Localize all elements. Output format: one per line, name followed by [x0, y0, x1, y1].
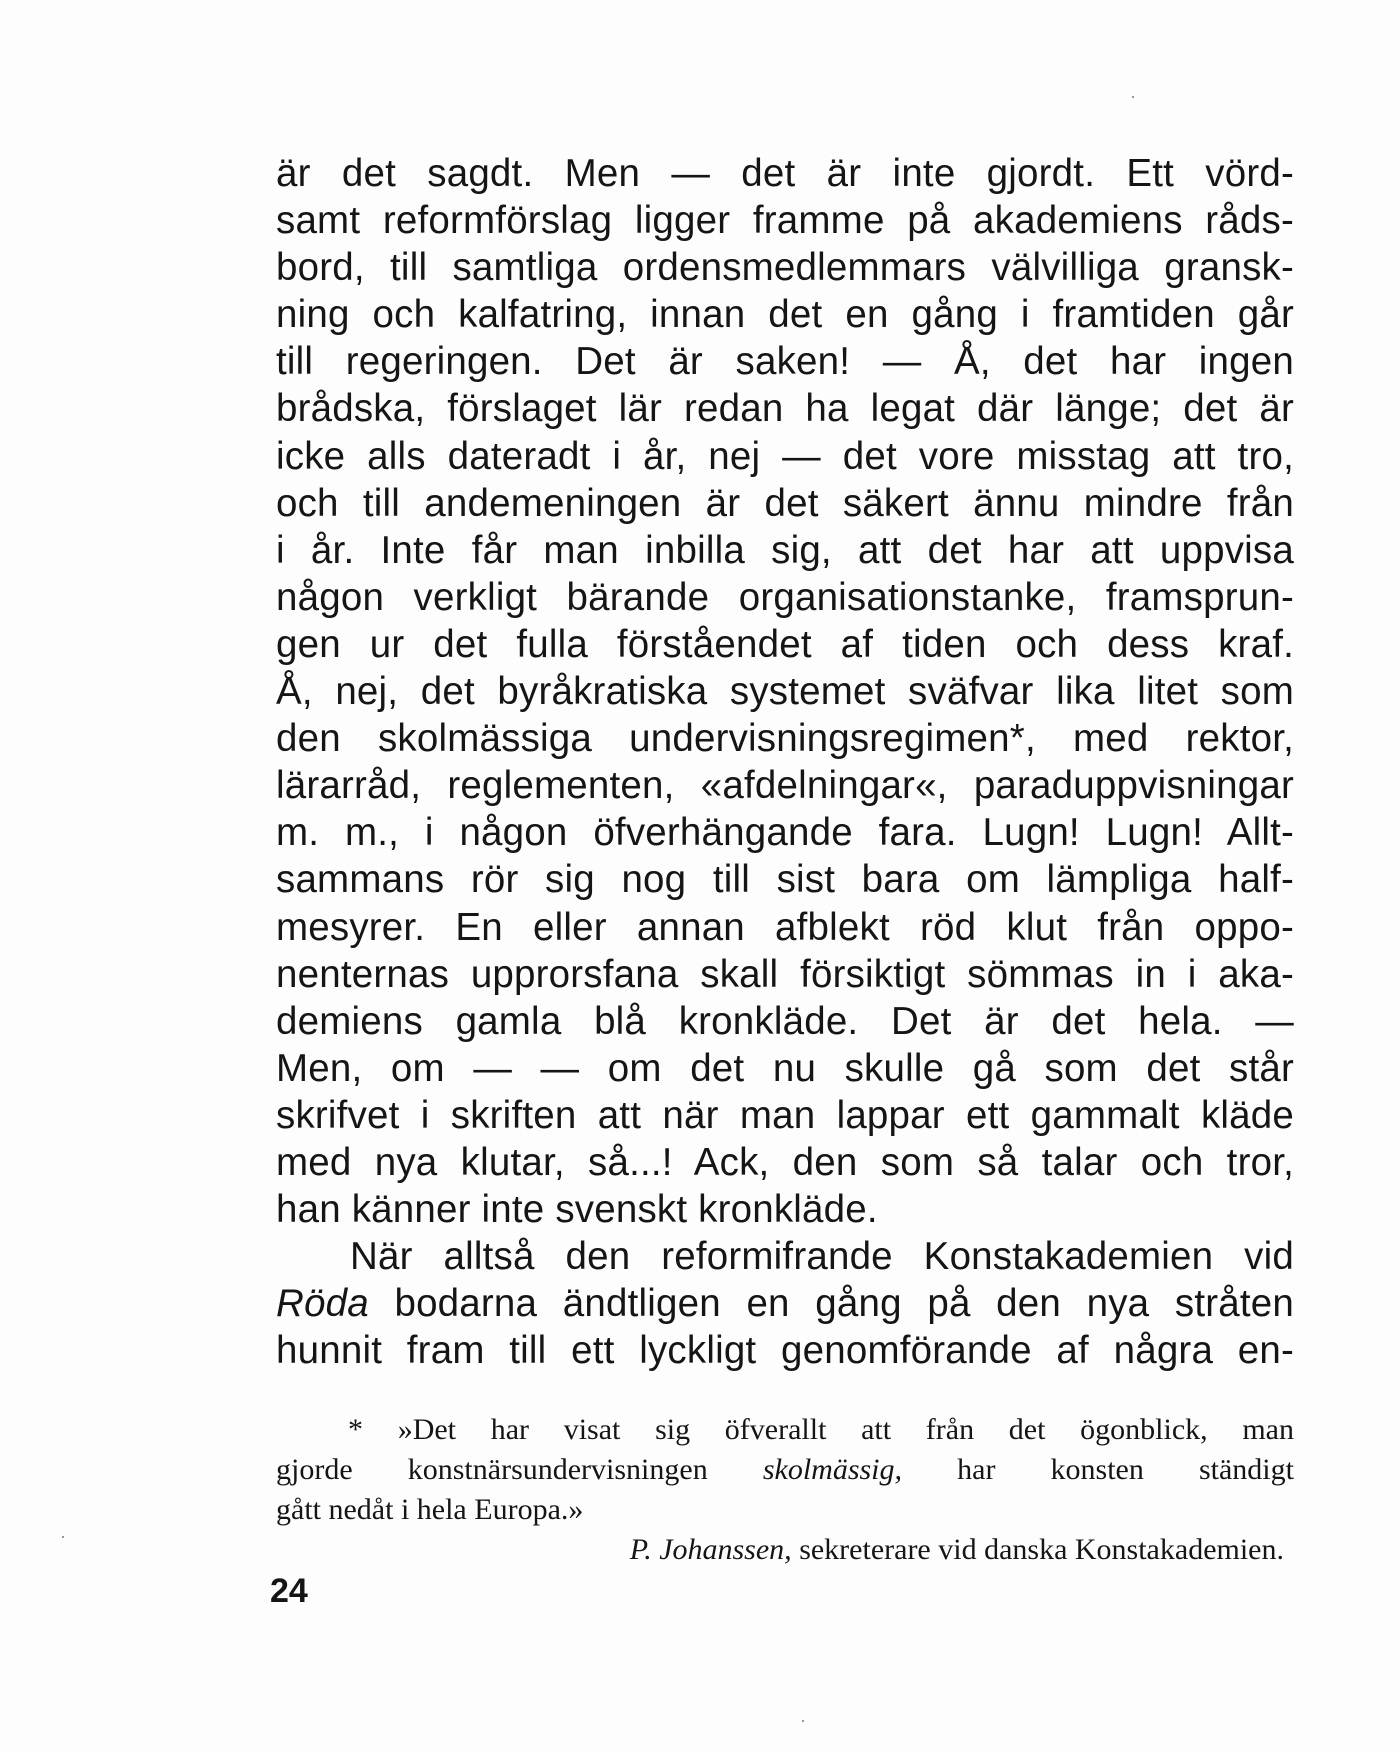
footnote-line: * »Det har visat sig öfverallt att från det ögonblick, man: [348, 1413, 1294, 1446]
text-line: bord, till samtliga ordensmedlemmars välvilliga gransk-: [276, 246, 1294, 290]
text-line: sammans rör sig nog till sist bara om lämpliga half-: [276, 858, 1294, 902]
author-name: P. Johanssen,: [629, 1533, 792, 1566]
text-line: ning och kalfatring, innan det en gång i framtiden går: [276, 293, 1294, 337]
text-line: till regeringen. Det är saken! — Å, det har ingen: [276, 340, 1294, 384]
text-line: lärarråd, reglementen, «afdelningar«, paraduppvisningar: [276, 764, 1294, 808]
page-number: 24: [270, 1572, 308, 1610]
text-line: Å, nej, det byråkratiska systemet sväfvar lika litet som: [276, 670, 1294, 714]
text-line: samt reformförslag ligger framme på akademiens råds-: [276, 199, 1294, 243]
text-line: nenternas upprorsfana skall försiktigt sömmas in i aka-: [276, 952, 1294, 996]
text-line: [276, 1280, 1294, 1327]
text-line: mesyrer. En eller annan afblekt röd klut från oppo-: [276, 905, 1294, 949]
text-fragment: har konsten ständigt: [902, 1453, 1294, 1486]
text-line: och till andemeningen är det säkert ännu mindre från: [276, 481, 1294, 525]
text-line: med nya klutar, så...! Ack, den som så talar och tror,: [276, 1140, 1294, 1184]
footnote: [276, 1410, 1294, 1572]
footnote-line: gått nedåt i hela Europa.»: [276, 1493, 584, 1526]
footnote-attribution: [276, 1530, 1294, 1572]
text-fragment: gjorde konstnärsundervisningen: [276, 1453, 763, 1486]
print-speck: [802, 1720, 804, 1722]
text-line: är det sagdt. Men — det är inte gjordt. Ett vörd-: [276, 152, 1294, 195]
italic-word: skolmässig,: [762, 1453, 903, 1486]
text-fragment: bodarna ändtligen en gång på den nya stråten: [368, 1282, 1294, 1326]
text-line: Men, om — — om det nu skulle gå som det står: [276, 1046, 1294, 1090]
footnote-line: [276, 1450, 1294, 1490]
text-line: skrifvet i skriften att när man lappar ett gammalt kläde: [276, 1093, 1294, 1137]
text-line: han känner inte svenskt kronkläde.: [276, 1188, 878, 1232]
text-line: i år. Inte får man inbilla sig, att det har att uppvisa: [276, 528, 1294, 572]
text-line: gen ur det fulla förståendet af tiden och dess kraf.: [276, 622, 1294, 666]
print-speck: [62, 1536, 64, 1538]
text-line: den skolmässiga undervisningsregimen*, med rektor,: [276, 717, 1294, 761]
text-line: icke alls dateradt i år, nej — det vore misstag att tro,: [276, 434, 1294, 478]
text-line: demiens gamla blå kronkläde. Det är det hela. —: [276, 999, 1294, 1043]
author-title: sekreterare vid danska Konstakademien.: [791, 1533, 1284, 1566]
italic-word: Röda: [276, 1282, 369, 1326]
text-line: brådska, förslaget lär redan ha legat där länge; det är: [276, 387, 1294, 431]
text-line: hunnit fram till ett lyckligt genomförande af några en-: [276, 1329, 1294, 1373]
body-text: [276, 150, 1294, 1374]
print-speck: [1132, 96, 1134, 98]
text-line: någon verkligt bärande organisationstanke, framsprun-: [276, 575, 1294, 619]
paragraph-start-line: När alltså den reformifrande Konstakademien vid: [350, 1235, 1294, 1279]
text-line: m. m., i någon öfverhängande fara. Lugn! Lugn! Allt-: [276, 811, 1294, 855]
